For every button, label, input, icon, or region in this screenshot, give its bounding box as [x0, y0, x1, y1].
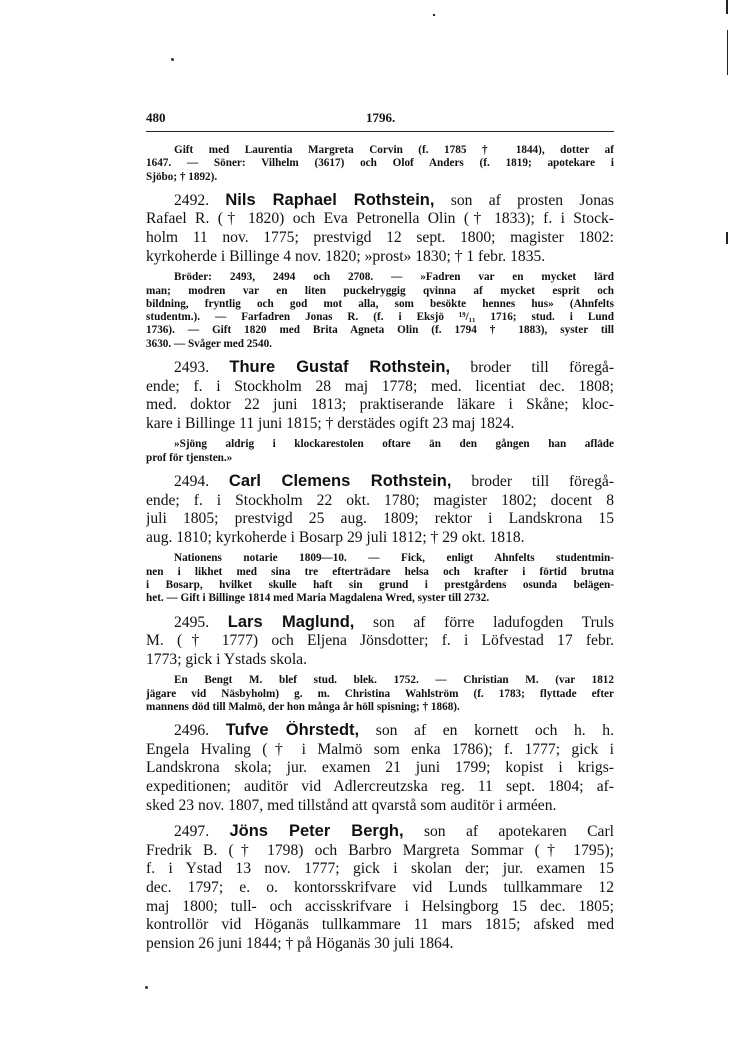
entry-heading-line — [146, 191, 614, 211]
note-line: i Bosarp, hvilket skulle haft sin grund i prestgårdens osunda belägen- — [146, 578, 614, 591]
header-rule — [146, 131, 614, 132]
entry-name: Jöns Peter Bergh, — [229, 822, 404, 841]
entry-name: Tufve Öhrstedt, — [225, 721, 360, 740]
note-line: 3630. — Svåger med 2540. — [146, 337, 272, 350]
entry-2495 — [146, 613, 614, 715]
entry-text-line: pension 26 juni 1844; † på Höganäs 30 juli 1864. — [146, 934, 454, 952]
note-line: 1736). — Gift 1820 med Brita Agneta Olin (f. 1794 † 1883), syster till — [146, 324, 614, 337]
note-line: Nationens notarie 1809—10. — Fick, enligt Ahnfelts studentmin- — [174, 552, 614, 565]
entry-2493 — [146, 358, 614, 465]
note-line: mannens död till Malmö, der hon många år höll spisning; † 1868). — [146, 700, 460, 713]
entry-name: Carl Clemens Rothstein, — [228, 472, 452, 491]
entry-text-line: 1773; gick i Ystads skola. — [146, 650, 307, 668]
entry-text-line: ende; f. i Stockholm 28 maj 1778; med. licentiat dec. 1808; — [146, 377, 614, 395]
entry-text-line: Landskrona skola; jur. examen 21 juni 1799; kopist i krigs- — [146, 759, 614, 777]
entry-text-line: kare i Billinge 11 juni 1815; † derstädes ogift 23 maj 1824. — [146, 414, 515, 432]
note-line: Bröder: 2493, 2494 och 2708. — »Fadren var en mycket lärd — [174, 271, 614, 284]
entry-text-line: maj 1800; tull- och accisskrifvare i Helsingborg 15 dec. 1805; — [146, 897, 614, 915]
entry-text-line: ende; f. i Stockholm 22 okt. 1780; magister 1802; docent 8 — [146, 491, 614, 509]
entry-text-line: juli 1805; prestvigd 25 aug. 1809; rektor i Landskrona 15 — [146, 510, 614, 528]
note-line: studentm.). — Farfadren Jonas R. (f. i Eksjö ¹⁹/₁₁ 1716; stud. i Lund — [146, 311, 614, 324]
note-line: Gift med Laurentia Margreta Corvin (f. 1785 † 1844), dotter af — [174, 144, 614, 156]
entry-number: 2496. — [174, 722, 210, 740]
entry-cont — [146, 144, 614, 184]
entry-gap — [146, 815, 614, 822]
entry-text-line: Engela Hvaling († i Malmö som enka 1786); f. 1777; gick i — [146, 740, 614, 758]
note-line: bildning, fryntlig och god mot alla, som besökte hennes hus» (Ahnfelts — [146, 297, 614, 310]
entry-text-line: med. doktor 22 juni 1813; praktiserande läkare i Skåne; kloc- — [146, 396, 614, 414]
note-line: man; modren var en liten puckelryggig qvinna af mycket esprit och — [146, 284, 614, 297]
entry-heading-line — [146, 613, 614, 633]
print-speck — [433, 14, 435, 16]
entry-2494 — [146, 472, 614, 606]
entry-gap — [146, 351, 614, 358]
entry-heading-line — [146, 358, 614, 378]
scan-edge-mark — [726, 0, 728, 14]
entry-name: Lars Maglund, — [227, 612, 355, 631]
entry-text-line: expeditionen; auditör vid Adlercreutzska reg. 11 sept. 1804; af- — [146, 778, 614, 796]
entry-2492 — [146, 191, 614, 351]
scan-edge-mark — [726, 232, 728, 244]
note-line: jägare vid Näsbyholm) g. m. Christina Wahlström (f. 1783; flyttade efter — [146, 687, 614, 700]
entry-heading-rest: broder till föregå- — [471, 473, 614, 491]
entry-number: 2495. — [174, 613, 210, 631]
note-line: nen i likhet med sina tre efterträdare helsa och krafter i förtid brutna — [146, 565, 614, 578]
entry-text-line: Fredrik B. († 1798) och Barbro Margreta Sommar († 1795); — [146, 841, 614, 859]
note-line: prof för tjensten.» — [146, 451, 233, 464]
note-line: »Sjöng aldrig i klockarestolen oftare än den gången han afläde — [174, 438, 614, 451]
entry-number: 2492. — [174, 191, 210, 209]
entry-gap — [146, 184, 614, 191]
entry-text-line: M. († 1777) och Eljena Jönsdotter; f. i Löfvestad 17 febr. — [146, 632, 614, 650]
entry-gap — [146, 606, 614, 613]
print-speck — [145, 986, 148, 989]
entry-text-line: kontrollör vid Höganäs tullkammare 11 mars 1815; afsked med — [146, 916, 614, 934]
entry-gap — [146, 714, 614, 721]
entry-text-line: sked 23 nov. 1807, med tillstånd att qvarstå som auditör i arméen. — [146, 796, 557, 814]
entry-heading-rest: son af en kornett och h. h. — [375, 722, 614, 740]
entry-heading-line — [146, 472, 614, 492]
entry-name: Nils Raphael Rothstein, — [225, 190, 435, 209]
entry-number: 2493. — [174, 359, 210, 377]
page-content — [146, 144, 614, 953]
entry-text-line: holm 11 nov. 1775; prestvigd 12 sept. 1800; magister 1802: — [146, 229, 614, 247]
entry-heading-rest: son af förre ladufogden Truls — [373, 613, 614, 631]
page-number: 480 — [146, 110, 166, 125]
print-speck — [171, 58, 174, 61]
entry-name: Thure Gustaf Rothstein, — [229, 358, 451, 377]
entry-text-line: dec. 1797; e. o. kontorsskrifvare vid Lunds tullkammare 12 — [146, 879, 614, 896]
note-line: het. — Gift i Billinge 1814 med Maria Magdalena Wred, syster till 2732. — [146, 592, 490, 605]
scan-edge-mark — [727, 30, 728, 75]
entry-gap — [146, 465, 614, 472]
entry-text-line: kyrkoherde i Billinge 4 nov. 1820; »prost» 1830; † 1 febr. 1835. — [146, 247, 546, 265]
entry-heading-rest: son af prosten Jonas — [450, 191, 614, 209]
note-line: En Bengt M. blef stud. blek. 1752. — Christian M. (var 1812 — [174, 674, 614, 687]
entry-number: 2497. — [174, 823, 210, 841]
entry-number: 2494. — [174, 473, 210, 491]
entry-text-line: f. i Ystad 13 nov. 1777; gick i skolan der; jur. examen 15 — [146, 860, 614, 878]
note-line: Sjöbo; † 1892). — [146, 170, 218, 183]
entry-heading-line — [146, 721, 614, 741]
entry-heading-rest: broder till föregå- — [470, 359, 614, 377]
entry-2496 — [146, 721, 614, 815]
entry-heading-line — [146, 822, 614, 842]
entry-2497 — [146, 822, 614, 953]
entry-heading-rest: son af apotekaren Carl — [423, 823, 614, 841]
entry-text-line: Rafael R. († 1820) och Eva Petronella Olin († 1833); f. i Stock- — [146, 210, 614, 228]
entry-text-line: aug. 1810; kyrkoherde i Bosarp 29 juli 1812; † 29 okt. 1818. — [146, 528, 525, 546]
note-line: 1647. — Söner: Vilhelm (3617) och Olof Anders (f. 1819; apotekare i — [146, 157, 614, 170]
running-header-year: 1796. — [366, 110, 396, 125]
